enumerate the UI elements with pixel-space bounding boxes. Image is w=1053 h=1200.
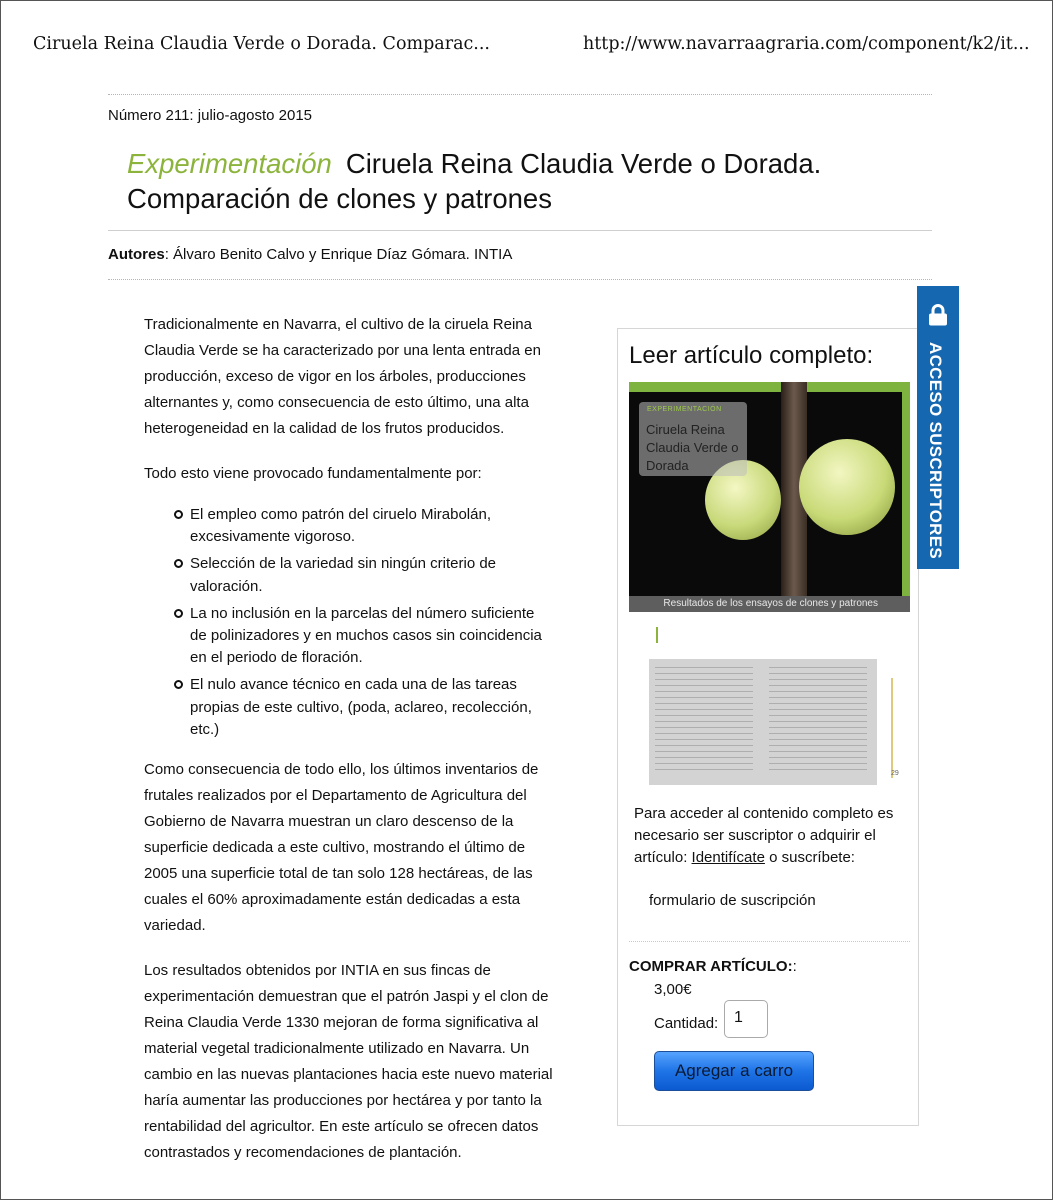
lock-icon: [928, 304, 948, 326]
article-paragraph: Todo esto viene provocado fundamentalmente por:: [144, 465, 482, 482]
cover-side-bar: [902, 382, 910, 612]
subscriber-access-tab[interactable]: [917, 286, 959, 569]
section-label: Experimentación: [127, 148, 332, 179]
preview-text-block: [649, 659, 877, 785]
price: 3,00€: [654, 981, 692, 998]
divider-title: [108, 230, 932, 231]
access-text-suffix: o suscríbete:: [764, 849, 855, 866]
print-header-url: http://www.navarraagraria.com/component/k2/it...: [583, 34, 1030, 54]
list-item: La no inclusión en la parcelas del número suficiente de polinizadores y en muchos casos sin coincidencia en el periodo de floración.: [174, 603, 554, 670]
cause-list: [144, 504, 554, 741]
plum-graphic: [799, 439, 895, 535]
access-text-body: Para acceder al contenido completo es necesario ser suscriptor o adquirir el artículo:: [634, 805, 894, 866]
article-title-block: [127, 146, 917, 216]
page-preview-image[interactable]: [629, 620, 910, 790]
cover-label-box: [639, 402, 747, 476]
authors-names: : Álvaro Benito Calvo y Enrique Díaz Gómara. INTIA: [164, 246, 513, 263]
print-header-title: Ciruela Reina Claudia Verde o Dorada. Comparac...: [33, 34, 490, 54]
subscriber-access-label: ACCESO SUSCRIPTORES: [926, 342, 945, 559]
authors-line: [108, 246, 512, 263]
magazine-cover-image[interactable]: [629, 382, 910, 612]
read-full-heading: Leer artículo completo:: [629, 342, 874, 369]
preview-column: [769, 667, 867, 775]
preview-authors-line: [656, 627, 812, 643]
article-title: Ciruela Reina Claudia Verde o Dorada. Comparación de clones y patrones: [127, 148, 822, 214]
identify-link[interactable]: Identifícate: [691, 849, 765, 866]
divider-authors: [108, 279, 932, 280]
read-full-article-box: [617, 328, 919, 1126]
article-paragraph: Como consecuencia de todo ello, los últimos inventarios de frutales realizados por el Departamento de Agricultura del Gobierno de Navarra muestran un claro descenso de la superficie dedicada a este cultivo, mostrando el último de 2005 una superficie total de tan solo 128 hectáreas, de las cuales el 60% aproximadamente están dedicadas a esta variedad.: [144, 761, 539, 935]
cover-section: EXPERIMENTACIÓN: [647, 406, 722, 413]
divider-top: [108, 94, 932, 95]
quantity-label: Cantidad:: [654, 1015, 719, 1032]
add-to-cart-button[interactable]: Agregar a carro: [654, 1051, 814, 1091]
preview-column: [655, 667, 753, 775]
cover-caption: Resultados de los ensayos de clones y patrones: [629, 596, 910, 612]
buy-suffix: :: [792, 958, 797, 975]
article-paragraph: Los resultados obtenidos por INTIA en sus fincas de experimentación demuestran que el patrón Jaspi y el clon de Reina Claudia Verde 1330 mejoran de forma significativa al material vegetal tradicionalmente utilizado en Navarra. Un cambio en las nuevas plantaciones hacia este nuevo material haría aumentar las producciones por hectárea y por tanto la rentabilidad del agricultor. En este artículo se ofrecen datos contrastados y recomendaciones de plantación.: [144, 962, 553, 1162]
cover-top-bar: [629, 382, 910, 392]
authors-label: Autores: [108, 246, 165, 263]
preview-side-rule: [891, 678, 893, 778]
preview-page-number: 29: [891, 770, 899, 777]
article-paragraph: Tradicionalmente en Navarra, el cultivo de la ciruela Reina Claudia Verde se ha caracterizado por una lenta entrada en producción, exceso de vigor en los árboles, producciones alternantes y, como consecuencia de esto último, una alta heterogeneidad en la calidad de los frutos producidos.: [144, 316, 541, 437]
quantity-input[interactable]: 1: [724, 1000, 768, 1038]
list-item: El nulo avance técnico en cada una de las tareas propias de este cultivo, (poda, aclareo, recolección, etc.): [174, 674, 554, 741]
access-text: [634, 803, 914, 869]
article-body: [144, 312, 554, 1185]
cover-title: Ciruela Reina Claudia Verde o Dorada: [646, 422, 739, 473]
issue-number: Número 211: julio-agosto 2015: [108, 107, 313, 124]
buy-article-heading: [629, 958, 797, 975]
list-item: El empleo como patrón del ciruelo Mirabolán, excesivamente vigoroso.: [174, 504, 554, 548]
subscription-form-label: formulario de suscripción: [649, 892, 816, 909]
list-item: Selección de la variedad sin ningún criterio de valoración.: [174, 553, 554, 597]
divider-buy: [629, 941, 910, 942]
buy-label: COMPRAR ARTÍCULO:: [629, 958, 793, 975]
